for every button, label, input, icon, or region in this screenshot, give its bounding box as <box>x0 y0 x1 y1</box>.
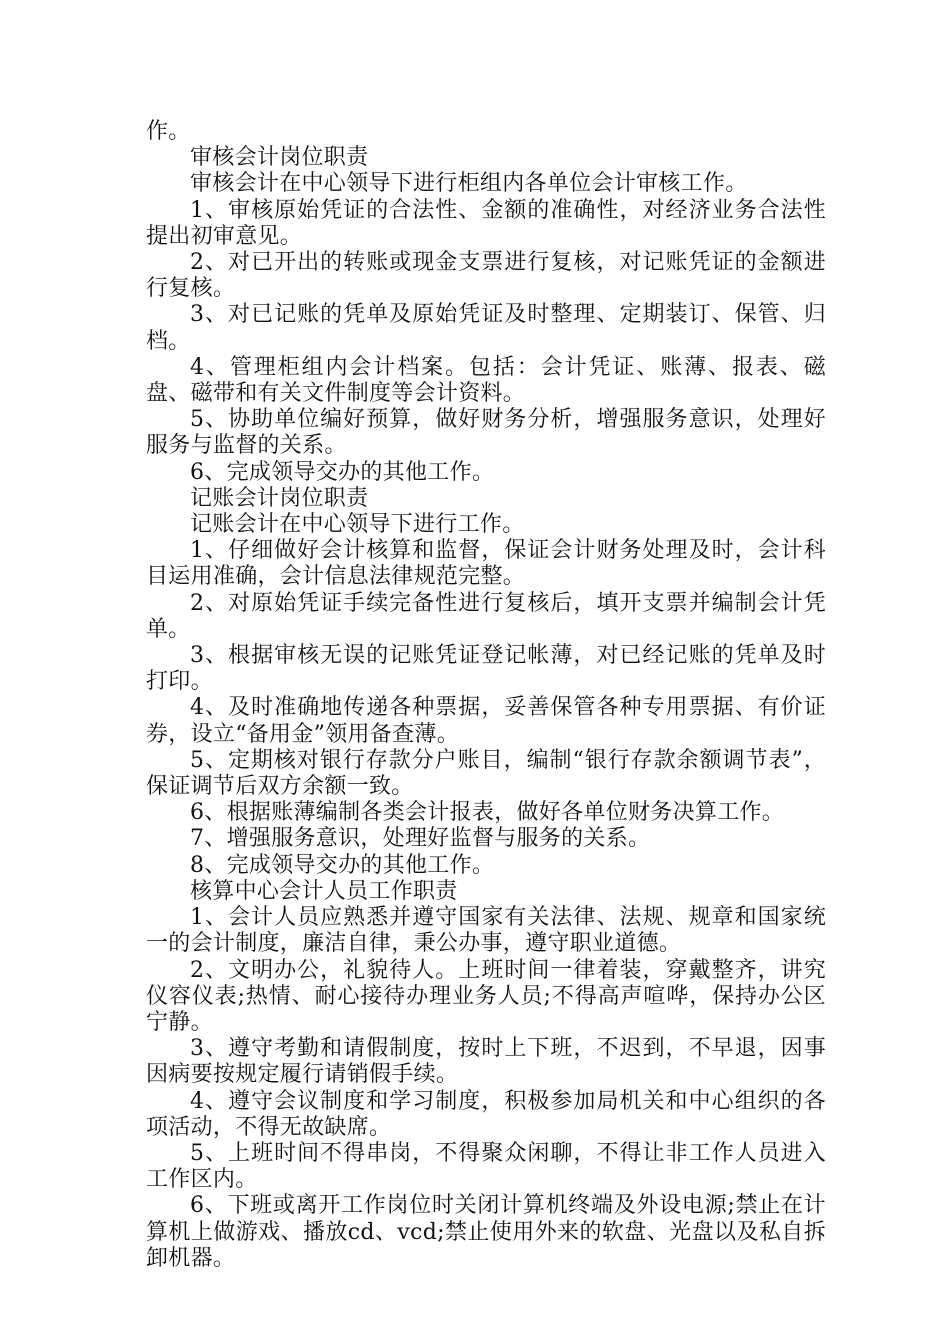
paragraph: 5、上班时间不得串岗，不得聚众闲聊，不得让非工作人员进入工作区内。 <box>146 1140 826 1193</box>
paragraph: 2、对已开出的转账或现金支票进行复核，对记账凭证的金额进行复核。 <box>146 250 826 302</box>
paragraph: 记账会计在中心领导下进行工作。 <box>190 512 525 538</box>
paragraph: 1、审核原始凭证的合法性、金额的准确性，对经济业务合法性提出初审意见。 <box>146 197 826 249</box>
paragraph: 2、对原始凭证手续完备性进行复核后，填开支票并编制会计凭单。 <box>146 590 826 642</box>
paragraph: 5、协助单位编好预算，做好财务分析，增强服务意识，处理好服务与监督的关系。 <box>146 407 826 459</box>
paragraph: 3、根据审核无误的记账凭证登记帐薄，对已经记账的凭单及时打印。 <box>146 643 826 695</box>
paragraph: 8、完成领导交办的其他工作。 <box>190 852 495 878</box>
paragraph: 4、管理柜组内会计档案。包括：会计凭证、账薄、报表、磁盘、磁带和有关文件制度等会计资料。 <box>146 354 826 407</box>
paragraph: 7、增强服务意识，处理好监督与服务的关系。 <box>190 826 651 852</box>
paragraph: 1、会计人员应熟悉并遵守国家有关法律、法规、规章和国家统一的会计制度，廉洁自律，秉公办事，遵守职业道德。 <box>146 905 826 957</box>
paragraph: 4、及时准确地传递各种票据，妥善保管各种专用票据、有价证券，设立“备用金”领用备查薄。 <box>146 695 826 747</box>
paragraph: 3、对已记账的凭单及原始凭证及时整理、定期装订、保管、归档。 <box>146 302 826 354</box>
section-heading-accounting-center-staff: 核算中心会计人员工作职责 <box>190 878 458 904</box>
document-body <box>146 119 826 1272</box>
paragraph: 2、文明办公，礼貌待人。上班时间一律着装，穿戴整齐，讲究仪容仪表;热情、耐心接待办理业务人员;不得高声喧哗，保持办公区宁静。 <box>146 957 826 1035</box>
section-heading-audit-accountant: 审核会计岗位职责 <box>190 145 369 171</box>
paragraph-continuation: 作。 <box>146 119 191 144</box>
paragraph: 4、遵守会议制度和学习制度，积极参加局机关和中心组织的各项活动，不得无故缺席。 <box>146 1088 826 1140</box>
paragraph: 6、根据账薄编制各类会计报表，做好各单位财务决算工作。 <box>190 800 785 826</box>
paragraph: 5、定期核对银行存款分户账目，编制“银行存款余额调节表”，保证调节后双方余额一致。 <box>146 747 826 800</box>
paragraph: 3、遵守考勤和请假制度，按时上下班，不迟到，不早退，因事因病要按规定履行请销假手续。 <box>146 1036 826 1088</box>
paragraph: 6、下班或离开工作岗位时关闭计算机终端及外设电源;禁止在计算机上做游戏、播放cd、vcd;禁止使用外来的软盘、光盘以及私自拆卸机器。 <box>146 1193 826 1271</box>
section-heading-bookkeeping-accountant: 记账会计岗位职责 <box>190 485 369 511</box>
paragraph: 1、仔细做好会计核算和监督，保证会计财务处理及时，会计科目运用准确，会计信息法律规范完整。 <box>146 538 826 590</box>
paragraph: 审核会计在中心领导下进行柜组内各单位会计审核工作。 <box>190 171 748 197</box>
paragraph: 6、完成领导交办的其他工作。 <box>190 459 495 485</box>
